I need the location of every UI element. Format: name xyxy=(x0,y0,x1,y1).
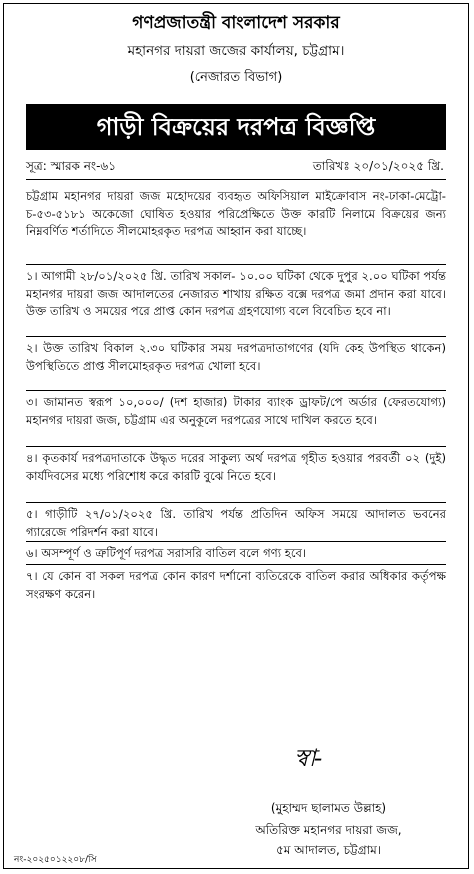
signatory-court: ৫ম আদালত, চট্টগ্রাম। xyxy=(275,843,382,857)
government-heading: গণপ্রজাতন্ত্রী বাংলাদেশ সরকার xyxy=(132,13,340,33)
signature-mark: স্বা- xyxy=(294,744,321,772)
divider xyxy=(26,336,446,337)
advertisement-number: নং-২০২৫০১২২০৮/সি xyxy=(14,855,97,865)
notice-title-banner: গাড়ী বিক্রয়ের দরপত্র বিজ্ঞপ্তি xyxy=(26,104,446,150)
divider xyxy=(26,564,446,565)
divider xyxy=(26,541,446,542)
condition-item-4: ৪। কৃতকার্য দরপত্রদাতাকে উদ্ধৃত দরের সাকুল্য অর্থ দরপত্র গৃহীত হওয়ার পরবর্তী ০২ (দুই) কার্যদিবসের মধ্যে পরিশোধ করে কারটি বুঝে নিতে হবে। xyxy=(26,451,446,483)
condition-item-3: ৩। জামানত স্বরূপ ১০,০০০/ (দশ হাজার) টাকার ব্যাংক ড্রাফট/পে অর্ডার (ফেরতযোগ্য) মহানগর দায়রা জজ, চট্টগ্রাম এর অনুকূলে দরপত্রের সাথে দাখিল করতে হবে। xyxy=(26,395,446,427)
divider xyxy=(26,390,446,391)
condition-item-1: ১। আগামী ২৮/০১/২০২৫ খ্রি. তারিখ সকাল- ১০.০০ ঘটিকা থেকে দুপুর ২.০০ ঘটিকা পর্যন্ত মহানগর দায়রা জজ আদালতের নেজারত শাখায় রক্ষিত বক্সে দরপত্র জমা প্রদান করা যাবে। উক্ত তারিখ ও সময়ের পরে প্রাপ্ত কোন দরপত্র গ্রহণযোগ্য বলে বিবেচিত হবে না। xyxy=(26,269,446,318)
condition-item-5: ৫। গাড়ীটি ২৭/০১/২০২৫ খ্রি. তারিখ পর্যন্ত প্রতিদিন অফিস সময়ে আদালত ভবনের গ্যারেজে পরিদর্শন করা যাবে। xyxy=(26,507,446,539)
condition-item-6: ৬। অসম্পূর্ণ ও ত্রুটিপূর্ণ দরপত্র সরাসরি বাতিল বলে গণ্য হবে। xyxy=(26,546,307,560)
divider xyxy=(26,179,446,180)
divider xyxy=(26,264,446,265)
signatory-name: (মুহাম্মদ ছালামত উল্লাহ) xyxy=(270,801,387,815)
notice-page xyxy=(3,3,469,869)
notice-date: তারিখঃ ২০/০১/২০২৫ খ্রি. xyxy=(312,159,444,173)
reference-number: সূত্র: স্মারক নং-৬১ xyxy=(26,159,117,173)
intro-paragraph: চট্টগ্রাম মহানগর দায়রা জজ মহোদয়ের ব্যবহৃত অফিসিয়াল মাইক্রোবাস নং-ঢাকা-মেট্রো-চ-৫৩-৫১৮১ অকেজো ঘোষিত হওয়ার পরিপ্রেক্ষিতে উক্ত কারটি নিলামে বিক্রয়ের জন্য নিম্নবর্ণিত শর্তাদিতে সীলমোহরকৃত দরপত্র আহ্বান করা যাচ্ছে। xyxy=(26,189,446,238)
condition-item-2: ২। উক্ত তারিখ বিকাল ২.৩০ ঘটিকার সময় দরপত্রদাতাগণের (যদি কেহ উপস্থিত থাকেন) উপস্থিতিতে প্রাপ্ত সীলমোহরকৃত দরপত্র খোলা হবে। xyxy=(26,341,446,373)
signatory-designation: অতিরিক্ত মহানগর দায়রা জজ, xyxy=(255,823,402,837)
divider xyxy=(26,446,446,447)
condition-item-7: ৭। যে কোন বা সকল দরপত্র কোন কারণ দর্শানো ব্যতিরেকে বাতিল করার অধিকার কর্তৃপক্ষ সংরক্ষণ করেন। xyxy=(26,569,446,601)
office-heading: মহানগর দায়রা জজের কার্যালয়, চট্টগ্রাম। xyxy=(127,43,345,59)
department-heading: (নেজারত বিভাগ) xyxy=(189,70,283,85)
divider xyxy=(26,502,446,503)
